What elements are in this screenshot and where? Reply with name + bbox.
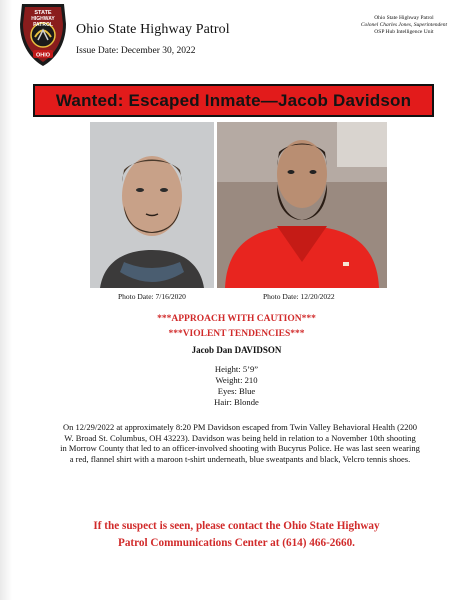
header-right-line1: Ohio State Highway Patrol [374,15,434,21]
suspect-photo-2020 [90,122,214,288]
badge-text-highway: HIGHWAY [31,16,55,22]
photo-caption-left: Photo Date: 7/16/2020 [118,292,186,301]
contact-instructions [40,518,433,552]
issue-date: Issue Date: December 30, 2022 [76,46,196,56]
contact-line2: Patrol Communications Center at (614) 466-2660. [118,537,355,549]
suspect-photo-2022 [217,122,387,288]
warning-approach-caution: ***APPROACH WITH CAUTION*** [157,314,316,324]
badge-text-patrol: PATROL [33,22,53,28]
header-right-line3: OSP Hub Intelligence Unit [374,29,434,35]
header-right-block [361,15,447,36]
subject-hair: Hair: Blonde [214,397,259,407]
incident-narrative: On 12/29/2022 at approximately 8:20 PM Davidson escaped from Twin Valley Behavioral Health (2200 W. Broad St. Columbus, OH 43223). Davidson was being held in relation to a November 10th shooting in Morrow County that led to an officer-involved shooting with Bucyrus Police. He was last seen wearing a red, flannel shirt with a maroon t-shirt underneath, blue sweatpants and black, Velcro tennis shoes. [60,422,420,464]
badge-text-state: STATE [34,10,52,16]
subject-height: Height: 5’9” [214,364,259,374]
banner-title: Wanted: Escaped Inmate—Jacob Davidson [55,90,412,110]
subject-name: Jacob Dan DAVIDSON [191,345,282,355]
badge-text-ohio: OHIO [35,52,51,59]
page-edge-shadow [0,0,12,600]
warning-violent-tendencies: ***VIOLENT TENDENCIES*** [168,329,305,339]
photo-caption-right: Photo Date: 12/20/2022 [263,292,335,301]
wanted-banner [33,84,434,117]
subject-descriptors [0,364,473,408]
osp-badge-icon [18,2,68,68]
subject-eyes: Eyes: Blue [217,386,256,396]
contact-line1: If the suspect is seen, please contact the Ohio State Highway [93,520,380,532]
header-right-line2: Colonel Charles Jones, Superintendent [360,22,447,28]
agency-title: Ohio State Highway Patrol [76,22,230,37]
subject-weight: Weight: 210 [215,375,258,385]
